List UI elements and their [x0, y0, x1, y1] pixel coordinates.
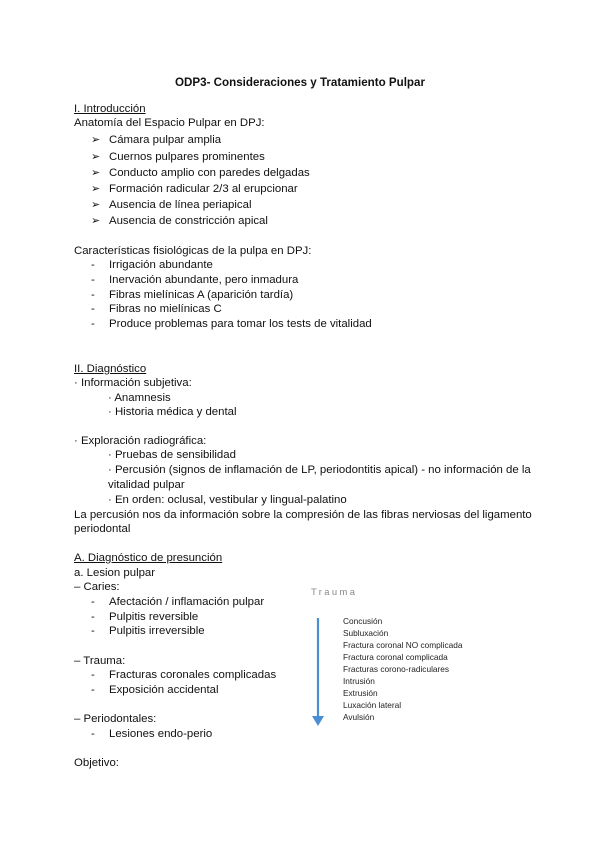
list-item: ➢ Cuernos pulpares prominentes [91, 151, 265, 163]
list-item: - Inervación abundante, pero inmadura [91, 274, 299, 286]
down-arrow-icon [310, 618, 326, 730]
list-item: - Fracturas coronales complicadas [91, 669, 277, 681]
page-title: ODP3- Consideraciones y Tratamiento Pulpar [175, 76, 425, 89]
arrow-bullet-icon: ➢ [91, 151, 101, 163]
trauma-item: Subluxación [343, 628, 389, 638]
radiographic-label: · Exploración radiográfica: [74, 435, 207, 447]
list-item: - Lesiones endo-perio [91, 728, 213, 740]
list-item: - Fibras mielínicas A (aparición tardía) [91, 289, 294, 301]
list-item: ➢ Ausencia de línea periapical [91, 199, 252, 211]
list-item: · Anamnesis [108, 392, 171, 404]
dash-bullet: - [91, 611, 95, 623]
dash-bullet: - [91, 625, 95, 637]
caries-label: – Caries: [74, 581, 120, 593]
trauma-label: – Trauma: [74, 655, 126, 667]
list-item: - Produce problemas para tomar los tests de vitalidad [91, 318, 372, 330]
list-item: - Exposición accidental [91, 684, 219, 696]
objective-label: Objetivo: [74, 757, 119, 769]
list-item: - Pulpitis irreversible [91, 625, 205, 637]
arrow-bullet-icon: ➢ [91, 215, 101, 227]
trauma-item: Fractura coronal complicada [343, 652, 448, 662]
trauma-item: Intrusión [343, 676, 375, 686]
list-item-continuation: vitalidad pulpar [108, 479, 185, 491]
trauma-item: Extrusión [343, 688, 378, 698]
anatomy-label: Anatomía del Espacio Pulpar en DPJ: [74, 117, 265, 129]
dash-bullet: - [91, 728, 95, 740]
dash-bullet: - [91, 318, 95, 330]
lesion-label: a. Lesion pulpar [74, 567, 156, 579]
list-item: · Percusión (signos de inflamación de LP, periodontitis apical) - no información de la [108, 464, 531, 476]
trauma-figure-title: Trauma [311, 586, 358, 597]
perio-label: – Periodontales: [74, 713, 157, 725]
list-item: ➢ Cámara pulpar amplia [91, 134, 222, 146]
trauma-item: Fractura coronal NO complicada [343, 640, 463, 650]
subjective-label: · Información subjetiva: [74, 377, 192, 389]
list-item: · Historia médica y dental [108, 406, 237, 418]
trauma-item: Concusión [343, 616, 383, 626]
physio-label: Características fisiológicas de la pulpa en DPJ: [74, 245, 312, 257]
dash-bullet: - [91, 274, 95, 286]
arrow-bullet-icon: ➢ [91, 183, 101, 195]
arrow-bullet-icon: ➢ [91, 134, 101, 146]
list-item: - Irrigación abundante [91, 259, 213, 271]
dash-bullet: - [91, 289, 95, 301]
percussion-note: La percusión nos da información sobre la compresión de las fibras nerviosas del ligamento [74, 509, 532, 521]
list-item: · Pruebas de sensibilidad [108, 449, 236, 461]
dash-bullet: - [91, 303, 95, 315]
diagnosis-heading: II. Diagnóstico [74, 363, 147, 375]
list-item: - Pulpitis reversible [91, 611, 199, 623]
trauma-item: Avulsión [343, 712, 375, 722]
list-item: - Afectación / inflamación pulpar [91, 596, 265, 608]
percussion-note-continuation: periodontal [74, 523, 131, 535]
trauma-item: Luxación lateral [343, 700, 402, 710]
list-item: ➢ Conducto amplio con paredes delgadas [91, 167, 310, 179]
list-item: · En orden: oclusal, vestibular y lingual-palatino [108, 494, 347, 506]
arrow-bullet-icon: ➢ [91, 199, 101, 211]
list-item: ➢ Formación radicular 2/3 al erupcionar [91, 183, 298, 195]
list-item: ➢ Ausencia de constricción apical [91, 215, 268, 227]
list-item: - Fibras no mielínicas C [91, 303, 222, 315]
intro-heading: I. Introducción [74, 103, 146, 115]
dash-bullet: - [91, 259, 95, 271]
trauma-item: Fracturas corono-radiculares [343, 664, 450, 674]
dash-bullet: - [91, 684, 95, 696]
dash-bullet: - [91, 596, 95, 608]
dash-bullet: - [91, 669, 95, 681]
arrow-bullet-icon: ➢ [91, 167, 101, 179]
presumption-heading: A. Diagnóstico de presunción [74, 552, 223, 564]
